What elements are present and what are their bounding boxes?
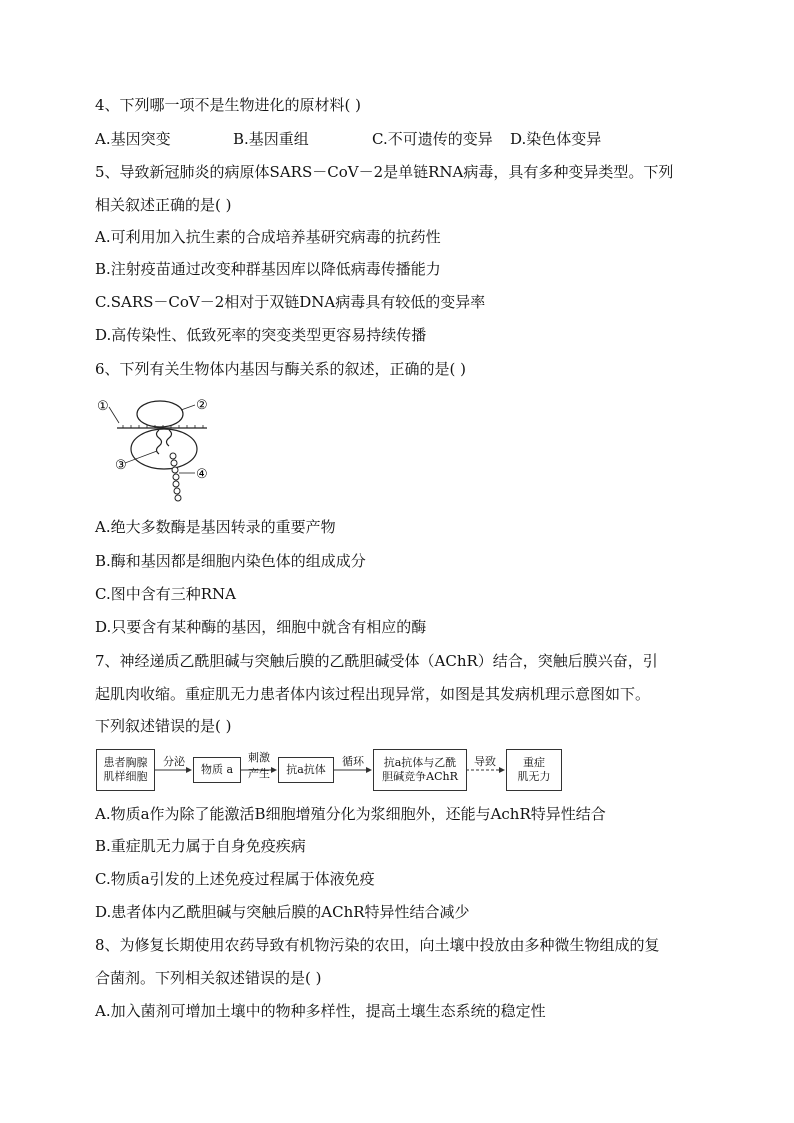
q5-option-a: A.可利用加入抗生素的合成培养基研究病毒的抗药性 <box>95 228 441 246</box>
arrow-label-circulate: 循环 <box>342 755 364 768</box>
box-substance-a: 物质 a <box>193 757 241 783</box>
q4-option-b: B.基因重组 <box>233 130 309 148</box>
q5-stem-line2: 相关叙述正确的是( ) <box>95 196 232 214</box>
box-thymus-cells: 患者胸腺 肌样细胞 <box>96 749 155 791</box>
q7-option-d: D.患者体内乙酰胆碱与突触后膜的AChR特异性结合减少 <box>95 903 470 921</box>
figure-label-1: ① <box>97 399 109 414</box>
q8-stem-line2: 合菌剂。下列相关叙述错误的是( ) <box>95 969 322 987</box>
q6-option-c: C.图中含有三种RNA <box>95 585 236 603</box>
q5-option-d: D.高传染性、低致死率的突变类型更容易持续传播 <box>95 326 427 344</box>
q6-option-a: A.绝大多数酶是基因转录的重要产物 <box>95 518 336 536</box>
q8-option-a: A.加入菌剂可增加土壤中的物种多样性，提高土壤生态系统的稳定性 <box>95 1002 546 1020</box>
q6-option-d: D.只要含有某种酶的基因，细胞中就含有相应的酶 <box>95 618 427 636</box>
q5-stem-line1: 5、导致新冠肺炎的病原体SARS－CoV－2是单链RNA病毒，具有多种变异类型。下列 <box>95 163 674 181</box>
q7-stem-line1: 7、神经递质乙酰胆碱与突触后膜的乙酰胆碱受体（AChR）结合，突触后膜兴奋，引 <box>95 652 658 670</box>
arrow-label-secrete: 分泌 <box>163 755 185 768</box>
figure-label-2: ② <box>196 398 208 413</box>
q7-stem-line2: 起肌肉收缩。重症肌无力患者体内该过程出现异常，如图是其发病机理示意图如下。 <box>95 685 651 703</box>
figure-label-3: ③ <box>115 458 127 473</box>
q5-option-c: C.SARS－CoV－2相对于双链DNA病毒具有较低的变异率 <box>95 293 486 311</box>
q7-stem-line3: 下列叙述错误的是( ) <box>95 717 232 735</box>
arrow-label-cause: 导致 <box>474 755 496 768</box>
box-anti-a-antibody: 抗a抗体 <box>278 757 334 783</box>
q4-stem: 4、下列哪一项不是生物进化的原材料( ) <box>95 96 362 114</box>
q7-option-b: B.重症肌无力属于自身免疫疾病 <box>95 837 306 855</box>
q4-option-d: D.染色体变异 <box>510 130 602 148</box>
q6-option-b: B.酶和基因都是细胞内染色体的组成成分 <box>95 552 366 570</box>
q6-stem: 6、下列有关生物体内基因与酶关系的叙述，正确的是( ) <box>95 360 467 378</box>
box-myasthenia-gravis: 重症 肌无力 <box>506 749 562 791</box>
q5-option-b: B.注射疫苗通过改变种群基因库以降低病毒传播能力 <box>95 260 441 278</box>
q4-option-c: C.不可遗传的变异 <box>372 130 493 148</box>
q7-option-a: A.物质a作为除了能激活B细胞增殖分化为浆细胞外，还能与AchR特异性结合 <box>95 805 606 823</box>
q8-stem-line1: 8、为修复长期使用农药导致有机物污染的农田，向土壤中投放由多种微生物组成的复 <box>95 936 660 954</box>
q4-options <box>95 129 695 149</box>
box-competition: 抗a抗体与乙酰 胆碱竞争AChR <box>373 749 467 791</box>
pathogenesis-flowchart <box>96 746 566 796</box>
q4-option-a: A.基因突变 <box>95 130 171 148</box>
arrow-label-stimulate: 刺激 产生 <box>248 751 270 780</box>
figure-label-4: ④ <box>196 467 208 482</box>
ribosome-translation-figure <box>95 393 220 505</box>
q7-option-c: C.物质a引发的上述免疫过程属于体液免疫 <box>95 870 375 888</box>
